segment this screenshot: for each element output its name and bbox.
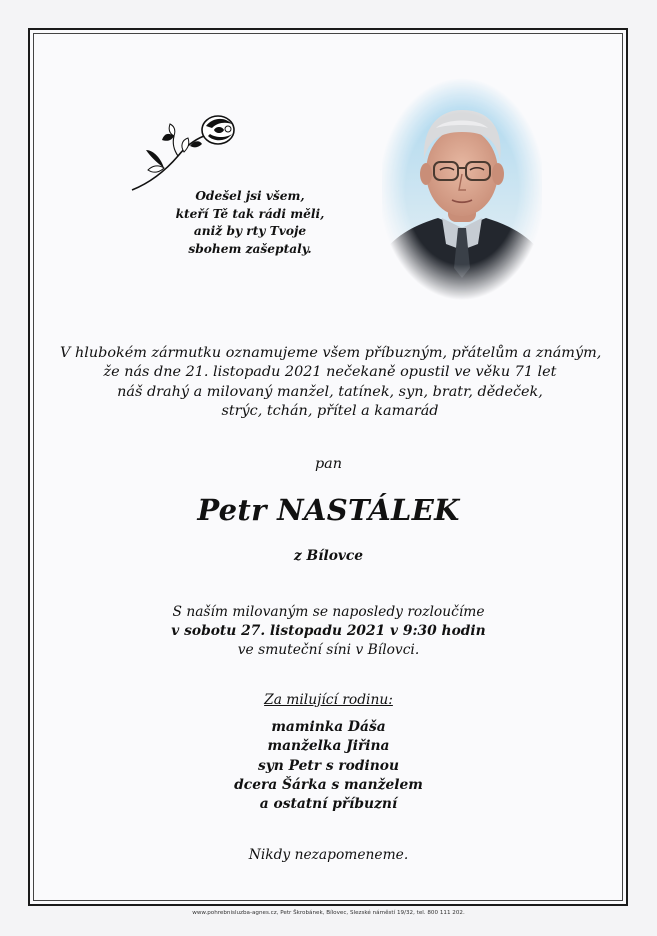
ceremony-datetime: v sobotu 27. listopadu 2021 v 9:30 hodin (171, 623, 486, 639)
memorial-quote (150, 188, 350, 258)
quote-line: Odešel jsi všem, (195, 189, 305, 203)
family-member: syn Petr s rodinou (257, 757, 400, 774)
announcement-line: strýc, tchán, přítel a kamarád (221, 403, 439, 420)
closing-text: Nikdy nezapomeneme. (248, 847, 409, 863)
family-member: maminka Dáša (271, 719, 386, 735)
ceremony-place: ve smuteční síni v Bílovci. (237, 642, 420, 658)
portrait-photo (382, 78, 542, 300)
family-list (0, 718, 657, 814)
family-heading: Za milující rodinu: (264, 692, 393, 708)
announcement-text (60, 344, 600, 422)
origin: z Bílovce (293, 548, 364, 564)
salutation: pan (314, 456, 343, 472)
rose-icon (128, 110, 240, 196)
announcement-line: V hlubokém zármutku oznamujeme všem příbuzným, přátelům a známým, (60, 345, 602, 361)
family-member: dcera Šárka s manželem (234, 776, 423, 793)
footer-credit: www.pohrebnisluzba-agnes.cz, Petr Škrobánek, Bílovec, Slezské náměstí 19/32, tel. 800 111 202. (192, 910, 465, 916)
quote-line: aniž by rty Tvoje (193, 224, 307, 238)
family-member: manželka Jiřina (267, 738, 390, 755)
family-member: a ostatní příbuzní (259, 796, 398, 813)
quote-line: sbohem zašeptaly. (188, 241, 312, 256)
deceased-name: Petr NASTÁLEK (197, 493, 460, 527)
ceremony-intro: S naším milovaným se naposledy rozloučíme (172, 604, 485, 620)
quote-line: kteří Tě tak rádi měli, (175, 206, 325, 221)
announcement-line: že nás dne 21. listopadu 2021 nečekaně opustil ve věku 71 let (103, 364, 557, 381)
ceremony-info (0, 603, 657, 660)
announcement-line: náš drahý a milovaný manžel, tatínek, syn, bratr, dědeček, (117, 383, 543, 400)
